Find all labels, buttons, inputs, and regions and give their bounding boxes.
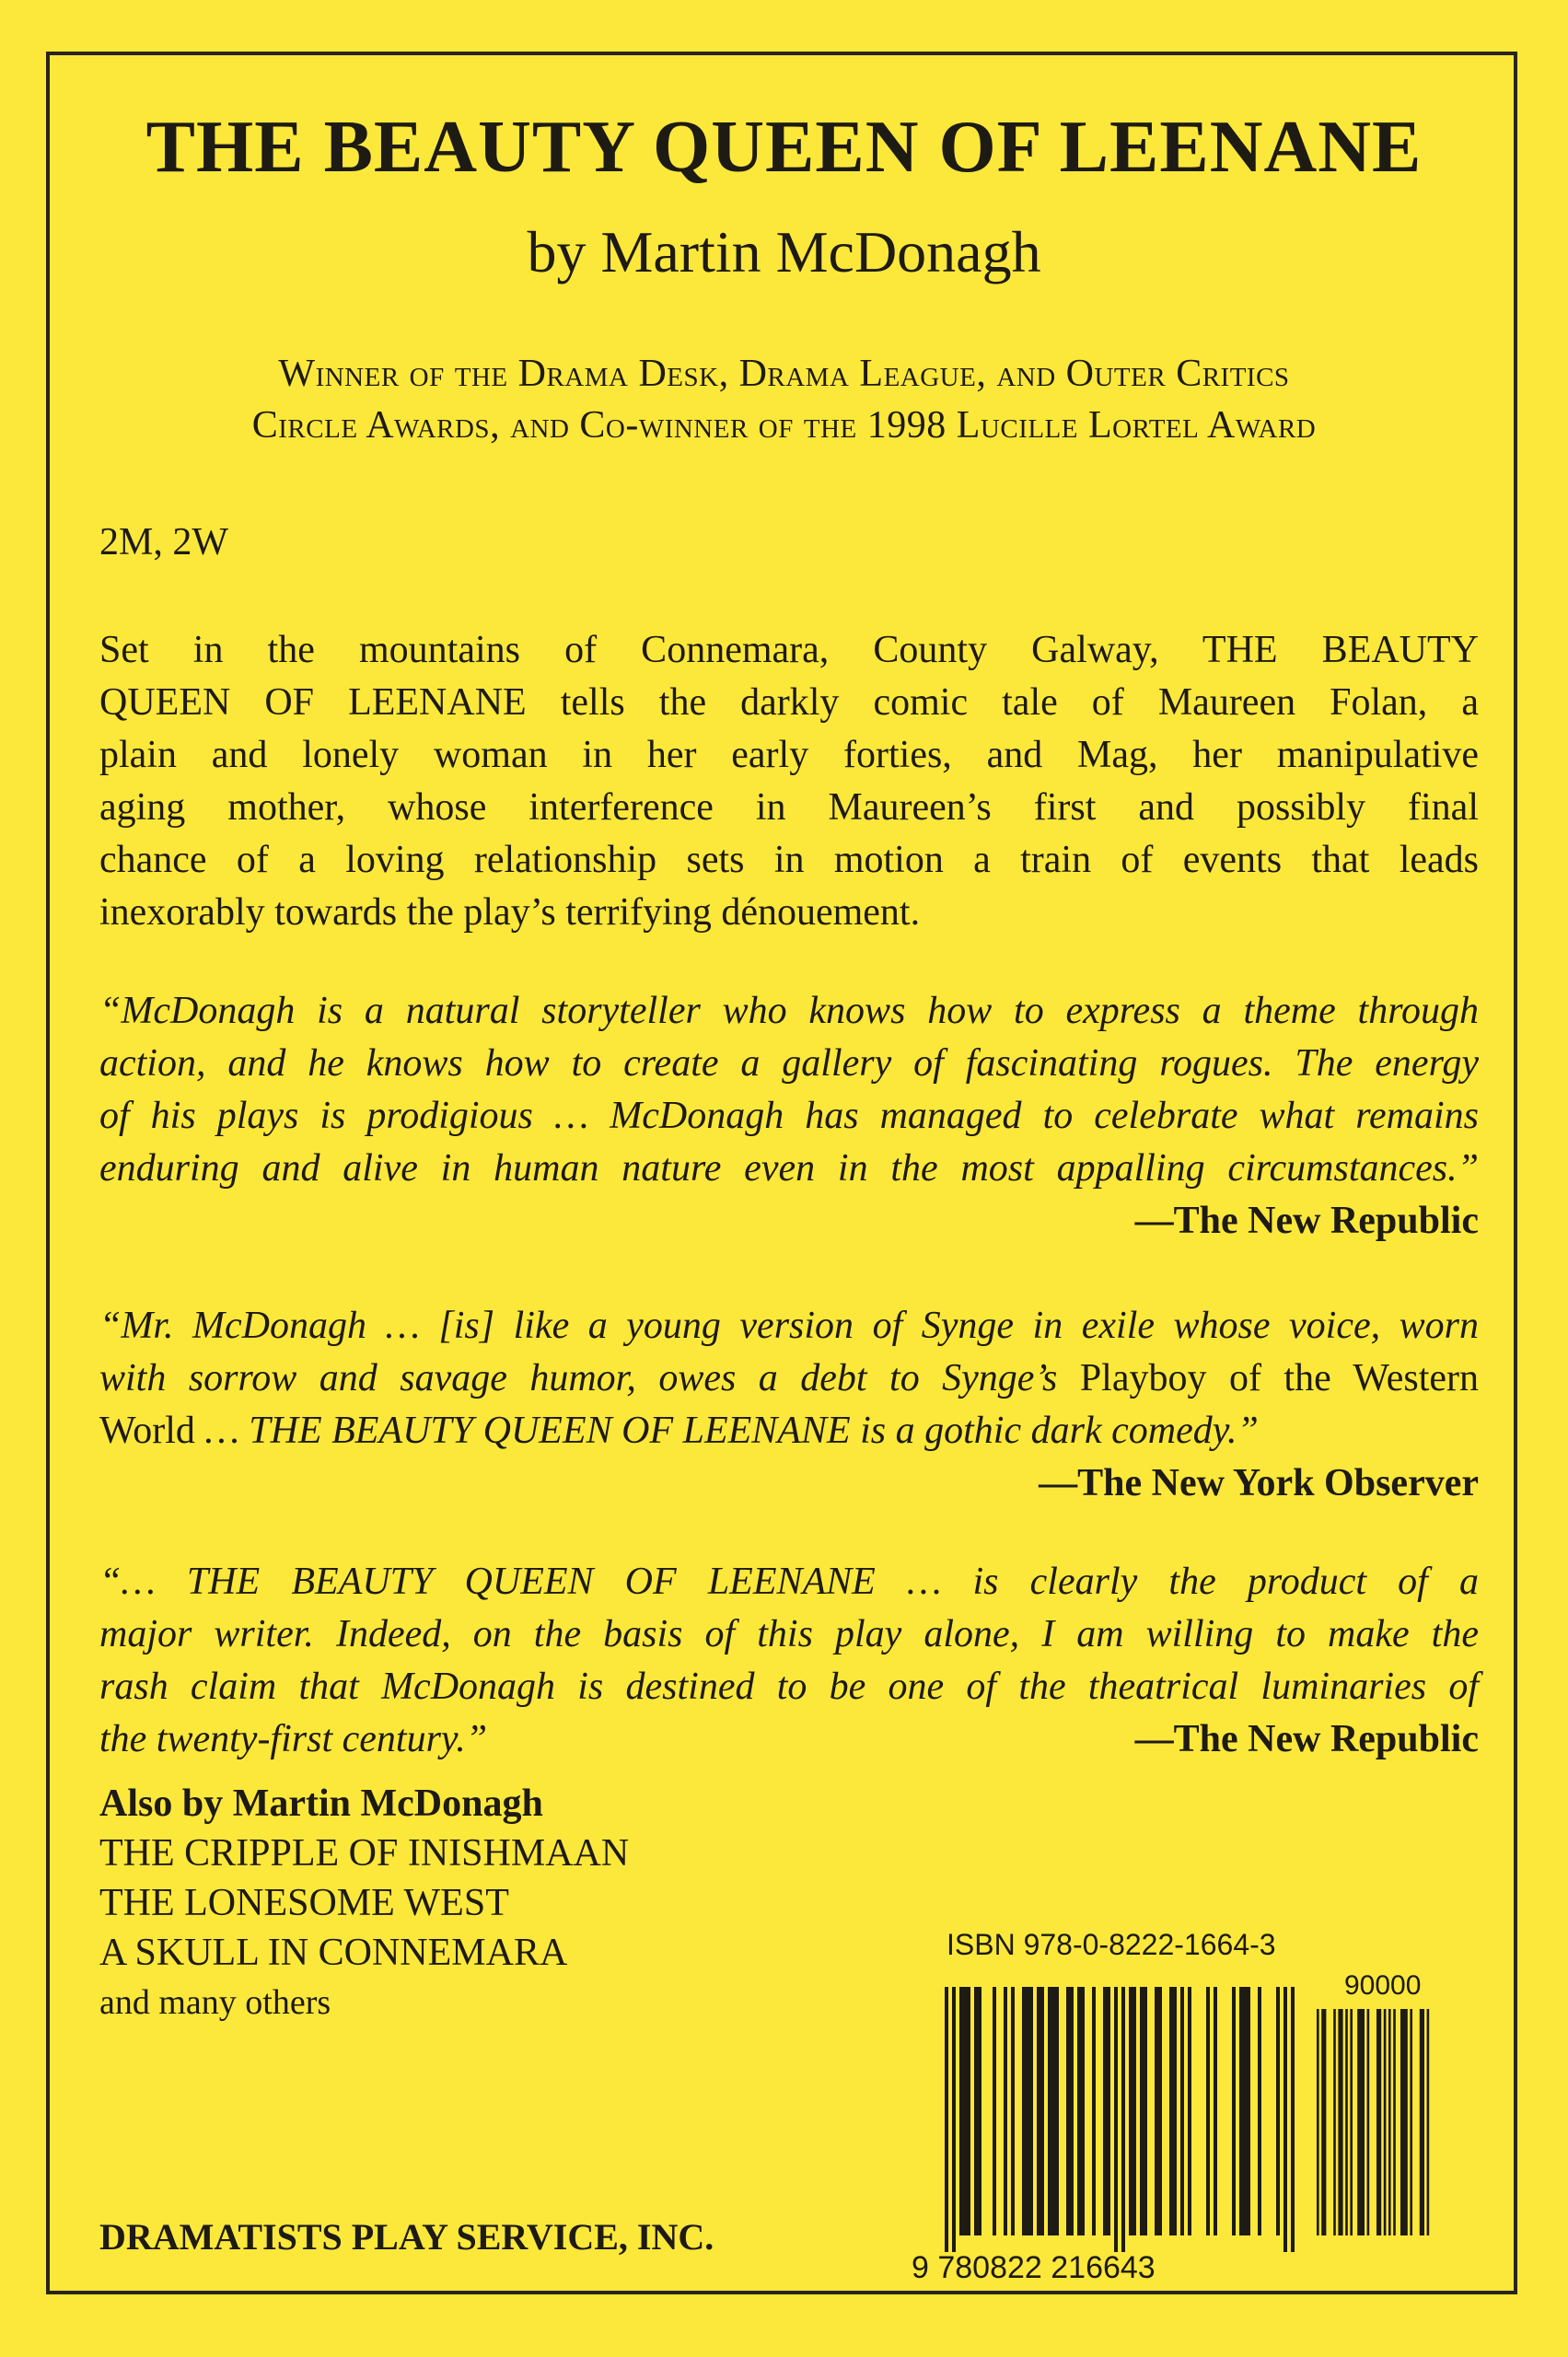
barcode-bar [1357, 2009, 1365, 2235]
barcode-bar [952, 1987, 956, 2252]
synopsis-line: inexorably towards the play’s terrifying dénouement. [99, 891, 921, 934]
barcode-bar [1400, 2009, 1408, 2235]
quote-line [99, 1405, 1479, 1457]
quote-line [99, 1353, 1479, 1405]
barcode-bar [1011, 1987, 1015, 2235]
quote-fragment: … THE BEAUTY QUEEN OF LEENANE is a gothic dark comedy.” [194, 1410, 1259, 1452]
barcode-bar [1214, 1987, 1217, 2235]
barcode-bar [1427, 2009, 1430, 2235]
barcode-bar [1066, 1987, 1074, 2235]
barcode-bar [1239, 1987, 1250, 2235]
quote-fragment: with sorrow and savage humor, owes a debt to Synge’s [99, 1357, 1080, 1399]
synopsis-line: plain and lonely woman in her early forties, and Mag, her manipulative [99, 734, 1479, 776]
play-title-inline: Playboy of the Western [1079, 1357, 1479, 1399]
barcode-bar [974, 1987, 981, 2235]
barcode-bar [1350, 2009, 1353, 2235]
barcode [912, 1968, 1446, 2283]
quote-line: of his plays is prodigious … McDonagh has managed to celebrate what remains [99, 1095, 1479, 1137]
synopsis [99, 624, 1479, 939]
barcode-bar [1004, 1987, 1007, 2235]
author-line: by Martin McDonagh [527, 219, 1041, 284]
quote-line: enduring and alive in human nature even in the most appalling circumstances.” [99, 1147, 1479, 1190]
quote-line: rash claim that McDonagh is destined to be one of the theatrical luminaries of [99, 1666, 1479, 1708]
quote-source: —The New York Observer [1039, 1462, 1479, 1504]
barcode-bar [945, 1987, 948, 2252]
quote-line: “Mr. McDonagh … [is] like a young version of Synge in exile whose voice, worn [99, 1305, 1479, 1347]
publisher-name: DRAMATISTS PLAY SERVICE, INC. [99, 2216, 714, 2258]
barcode-bar [1376, 2009, 1381, 2235]
barcode-bar [1114, 1987, 1118, 2252]
also-by-title: A SKULL IN CONNEMARA [99, 1932, 568, 1974]
barcode-graphic [912, 1968, 1446, 2283]
synopsis-line: QUEEN OF LEENANE tells the darkly comic tale of Maureen Folan, a [99, 681, 1479, 724]
synopsis-line: aging mother, whose interference in Maureen’s first and possibly final [99, 786, 1479, 829]
barcode-bar [1420, 2009, 1424, 2235]
barcode-bar [1410, 2009, 1412, 2235]
barcode-bar [1232, 1987, 1236, 2235]
barcode-bar [959, 1987, 970, 2235]
awards-line: Winner of the Drama Desk, Drama League, and Outer Critics [278, 353, 1290, 395]
also-by-title: THE LONESOME WEST [99, 1882, 509, 1924]
barcode-bar [1206, 1987, 1210, 2235]
barcode-bar [1384, 2009, 1387, 2235]
barcode-digits: 9 780822 216643 [912, 2250, 1156, 2283]
barcode-bar [1129, 1987, 1136, 2235]
quote-line: “McDonagh is a natural storyteller who knows how to express a theme through [99, 990, 1479, 1032]
barcode-bar [1155, 1987, 1162, 2235]
quote-line: the twenty-first century.” [99, 1718, 488, 1760]
barcode-bar [993, 1987, 996, 2235]
barcode-bar [1283, 1987, 1287, 2252]
barcode-bar [1022, 1987, 1033, 2235]
quote-line: major writer. Indeed, on the basis of this play alone, I am willing to make the [99, 1613, 1479, 1655]
barcode-bar [1333, 2009, 1336, 2235]
barcode-bar [1276, 1987, 1280, 2235]
barcode-bar [1258, 1987, 1261, 2235]
isbn-number: ISBN 978-0-8222-1664-3 [947, 1928, 1276, 1961]
barcode-bar [1048, 1987, 1059, 2235]
barcode-bar [1345, 2009, 1348, 2235]
also-by-more: and many others [99, 1983, 331, 2022]
synopsis-line: chance of a loving relationship sets in motion a train of events that leads [99, 839, 1479, 881]
barcode-bar [1077, 1987, 1085, 2235]
barcode-bar [1317, 2009, 1319, 2235]
quote-source: —The New Republic [1134, 1200, 1479, 1242]
price-code: 90000 [1344, 1970, 1422, 2001]
barcode-bar [1169, 1987, 1177, 2235]
also-by-title: THE CRIPPLE OF INISHMAAN [99, 1832, 630, 1875]
barcode-bar [1180, 1987, 1184, 2235]
book-title: THE BEAUTY QUEEN OF LEENANE [145, 107, 1423, 188]
awards-text [0, 348, 1568, 451]
quote-source: —The New Republic [1134, 1718, 1479, 1760]
also-by-heading: Also by Martin McDonagh [99, 1782, 543, 1825]
barcode-bar [1121, 1987, 1125, 2252]
barcode-bar [1037, 1987, 1044, 2235]
barcode-bar [1321, 2009, 1326, 2235]
barcode-bar [1092, 1987, 1096, 2235]
barcode-bar [1367, 2009, 1370, 2235]
cast-size: 2M, 2W [99, 521, 228, 563]
quote-line: “… THE BEAUTY QUEEN OF LEENANE … is clearly the product of a [99, 1561, 1479, 1603]
barcode-bar [1140, 1987, 1147, 2235]
synopsis-line: Set in the mountains of Connemara, County Galway, THE BEAUTY [99, 629, 1479, 671]
review-quote [99, 1556, 1479, 1766]
awards-line: Circle Awards, and Co-winner of the 1998 Lucille Lortel Award [251, 404, 1317, 447]
review-quote [99, 1300, 1479, 1510]
play-title-inline: World [99, 1410, 195, 1452]
barcode-bar [1388, 2009, 1391, 2235]
barcode-bar [1291, 1987, 1295, 2252]
barcode-bar [1338, 2009, 1342, 2235]
barcode-bar [1188, 1987, 1191, 2235]
also-by-section [99, 1779, 629, 2027]
review-quote [99, 985, 1479, 1248]
barcode-bar [1393, 2009, 1396, 2235]
barcode-bar [1103, 1987, 1110, 2235]
quote-line: action, and he knows how to create a gallery of fascinating rogues. The energy [99, 1042, 1479, 1085]
